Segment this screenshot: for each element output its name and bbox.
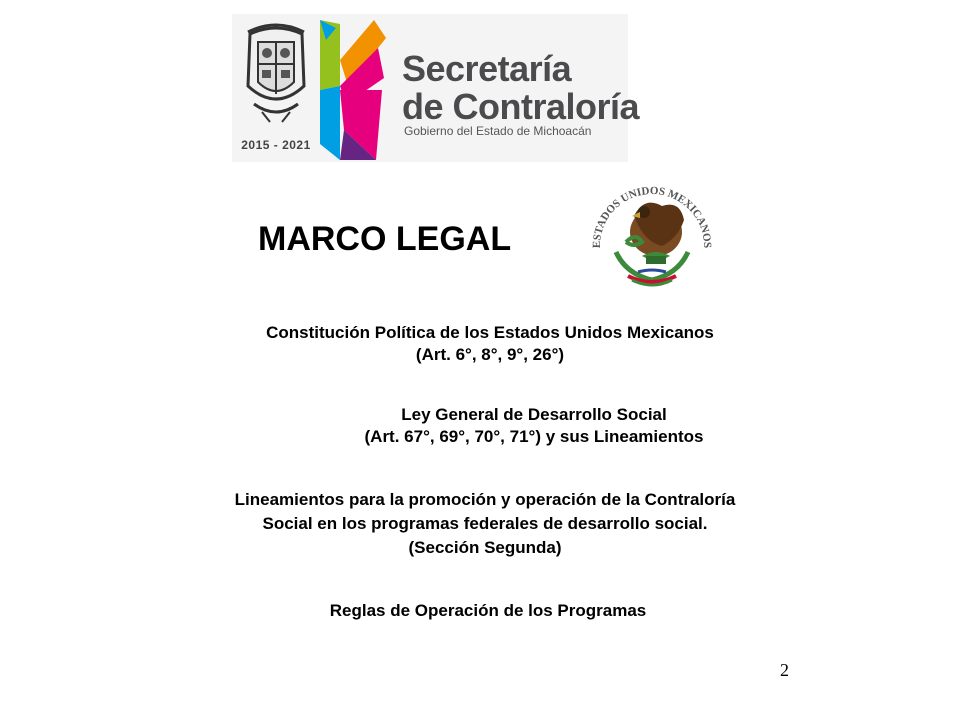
reference-ley-general (234, 404, 834, 448)
header-banner (232, 14, 640, 162)
slide-title: MARCO LEGAL (258, 220, 512, 258)
reference-line: (Sección Segunda) (408, 538, 562, 557)
reference-line: Lineamientos para la promoción y operación de la Contraloría (234, 490, 736, 509)
secretaria-subtitle: Gobierno del Estado de Michoacán (404, 124, 592, 138)
title-line-2: de Contraloría (402, 86, 640, 127)
page-number: 2 (780, 660, 789, 680)
reference-line: Constitución Política de los Estados Unidos Mexicanos (266, 323, 714, 342)
reference-line: (Art. 6°, 8°, 9°, 26°) (415, 345, 565, 364)
secretaria-title (402, 50, 639, 126)
reference-reglas (238, 600, 738, 622)
reference-constitucion (190, 322, 790, 366)
michoacan-seal-icon (240, 20, 312, 128)
reference-line: Social en los programas federales de desarrollo social. (262, 514, 708, 533)
seal-years: 2015 - 2021 (241, 138, 311, 152)
k-logo-icon (318, 20, 388, 160)
reference-line: (Art. 67°, 69°, 70°, 71°) y sus Lineamientos (364, 427, 704, 446)
reference-lineamientos (175, 488, 795, 560)
reference-line: Reglas de Operación de los Programas (329, 601, 647, 620)
title-line-1: Secretaría (402, 48, 572, 89)
mexican-eagle-seal-icon (582, 176, 722, 294)
eagle-seal-text: ESTADOS UNIDOS MEXICANOS (590, 184, 714, 249)
reference-line: Ley General de Desarrollo Social (401, 405, 667, 424)
